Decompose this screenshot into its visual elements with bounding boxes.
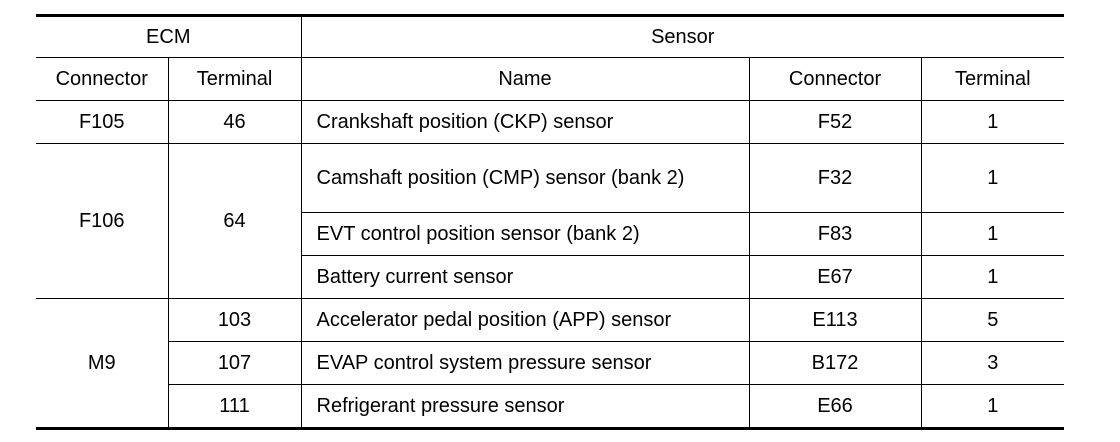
ecm-terminal-column-header: Terminal: [168, 58, 301, 101]
connector-table-container: [36, 14, 1064, 430]
sensor-connector-cell: E113: [749, 299, 921, 342]
ecm-terminal-cell: 103: [168, 299, 301, 342]
sensor-name-cell: EVAP control system pressure sensor: [301, 342, 749, 385]
sensor-terminal-cell: 1: [921, 101, 1064, 144]
sensor-connector-cell: E67: [749, 256, 921, 299]
sensor-name-cell: Crankshaft position (CKP) sensor: [301, 101, 749, 144]
sensor-terminal-cell: 1: [921, 256, 1064, 299]
sensor-terminal-cell: 3: [921, 342, 1064, 385]
table-row: [36, 299, 1064, 342]
sensor-terminal-cell: 1: [921, 144, 1064, 213]
ecm-connector-cell: F105: [36, 101, 168, 144]
sensor-connector-cell: E66: [749, 385, 921, 429]
table-row: [36, 101, 1064, 144]
sensor-terminal-cell: 1: [921, 213, 1064, 256]
sensor-connector-cell: F83: [749, 213, 921, 256]
sensor-name-cell: EVT control position sensor (bank 2): [301, 213, 749, 256]
sensor-name-cell: Battery current sensor: [301, 256, 749, 299]
table-row: [36, 385, 1064, 429]
sensor-name-cell: Refrigerant pressure sensor: [301, 385, 749, 429]
ecm-connector-column-header: Connector: [36, 58, 168, 101]
ecm-terminal-cell: 111: [168, 385, 301, 429]
sensor-group-header: Sensor: [301, 16, 1064, 58]
sensor-connector-cell: F32: [749, 144, 921, 213]
sensor-terminal-cell: 5: [921, 299, 1064, 342]
header-row-groups: [36, 16, 1064, 58]
sensor-terminal-column-header: Terminal: [921, 58, 1064, 101]
sensor-connector-cell: F52: [749, 101, 921, 144]
sensor-connector-cell: B172: [749, 342, 921, 385]
header-row-columns: [36, 58, 1064, 101]
ecm-group-header: ECM: [36, 16, 301, 58]
table-row: [36, 342, 1064, 385]
sensor-name-cell: Accelerator pedal position (APP) sensor: [301, 299, 749, 342]
ecm-terminal-cell: 107: [168, 342, 301, 385]
ecm-connector-cell: M9: [36, 299, 168, 429]
table-row: [36, 144, 1064, 213]
ecm-terminal-cell: 64: [168, 144, 301, 299]
ecm-terminal-cell: 46: [168, 101, 301, 144]
sensor-terminal-cell: 1: [921, 385, 1064, 429]
sensor-connector-column-header: Connector: [749, 58, 921, 101]
ecm-connector-cell: F106: [36, 144, 168, 299]
sensor-name-column-header: Name: [301, 58, 749, 101]
sensor-name-cell: Camshaft position (CMP) sensor (bank 2): [301, 144, 749, 213]
ecm-sensor-connector-table: [36, 14, 1064, 430]
